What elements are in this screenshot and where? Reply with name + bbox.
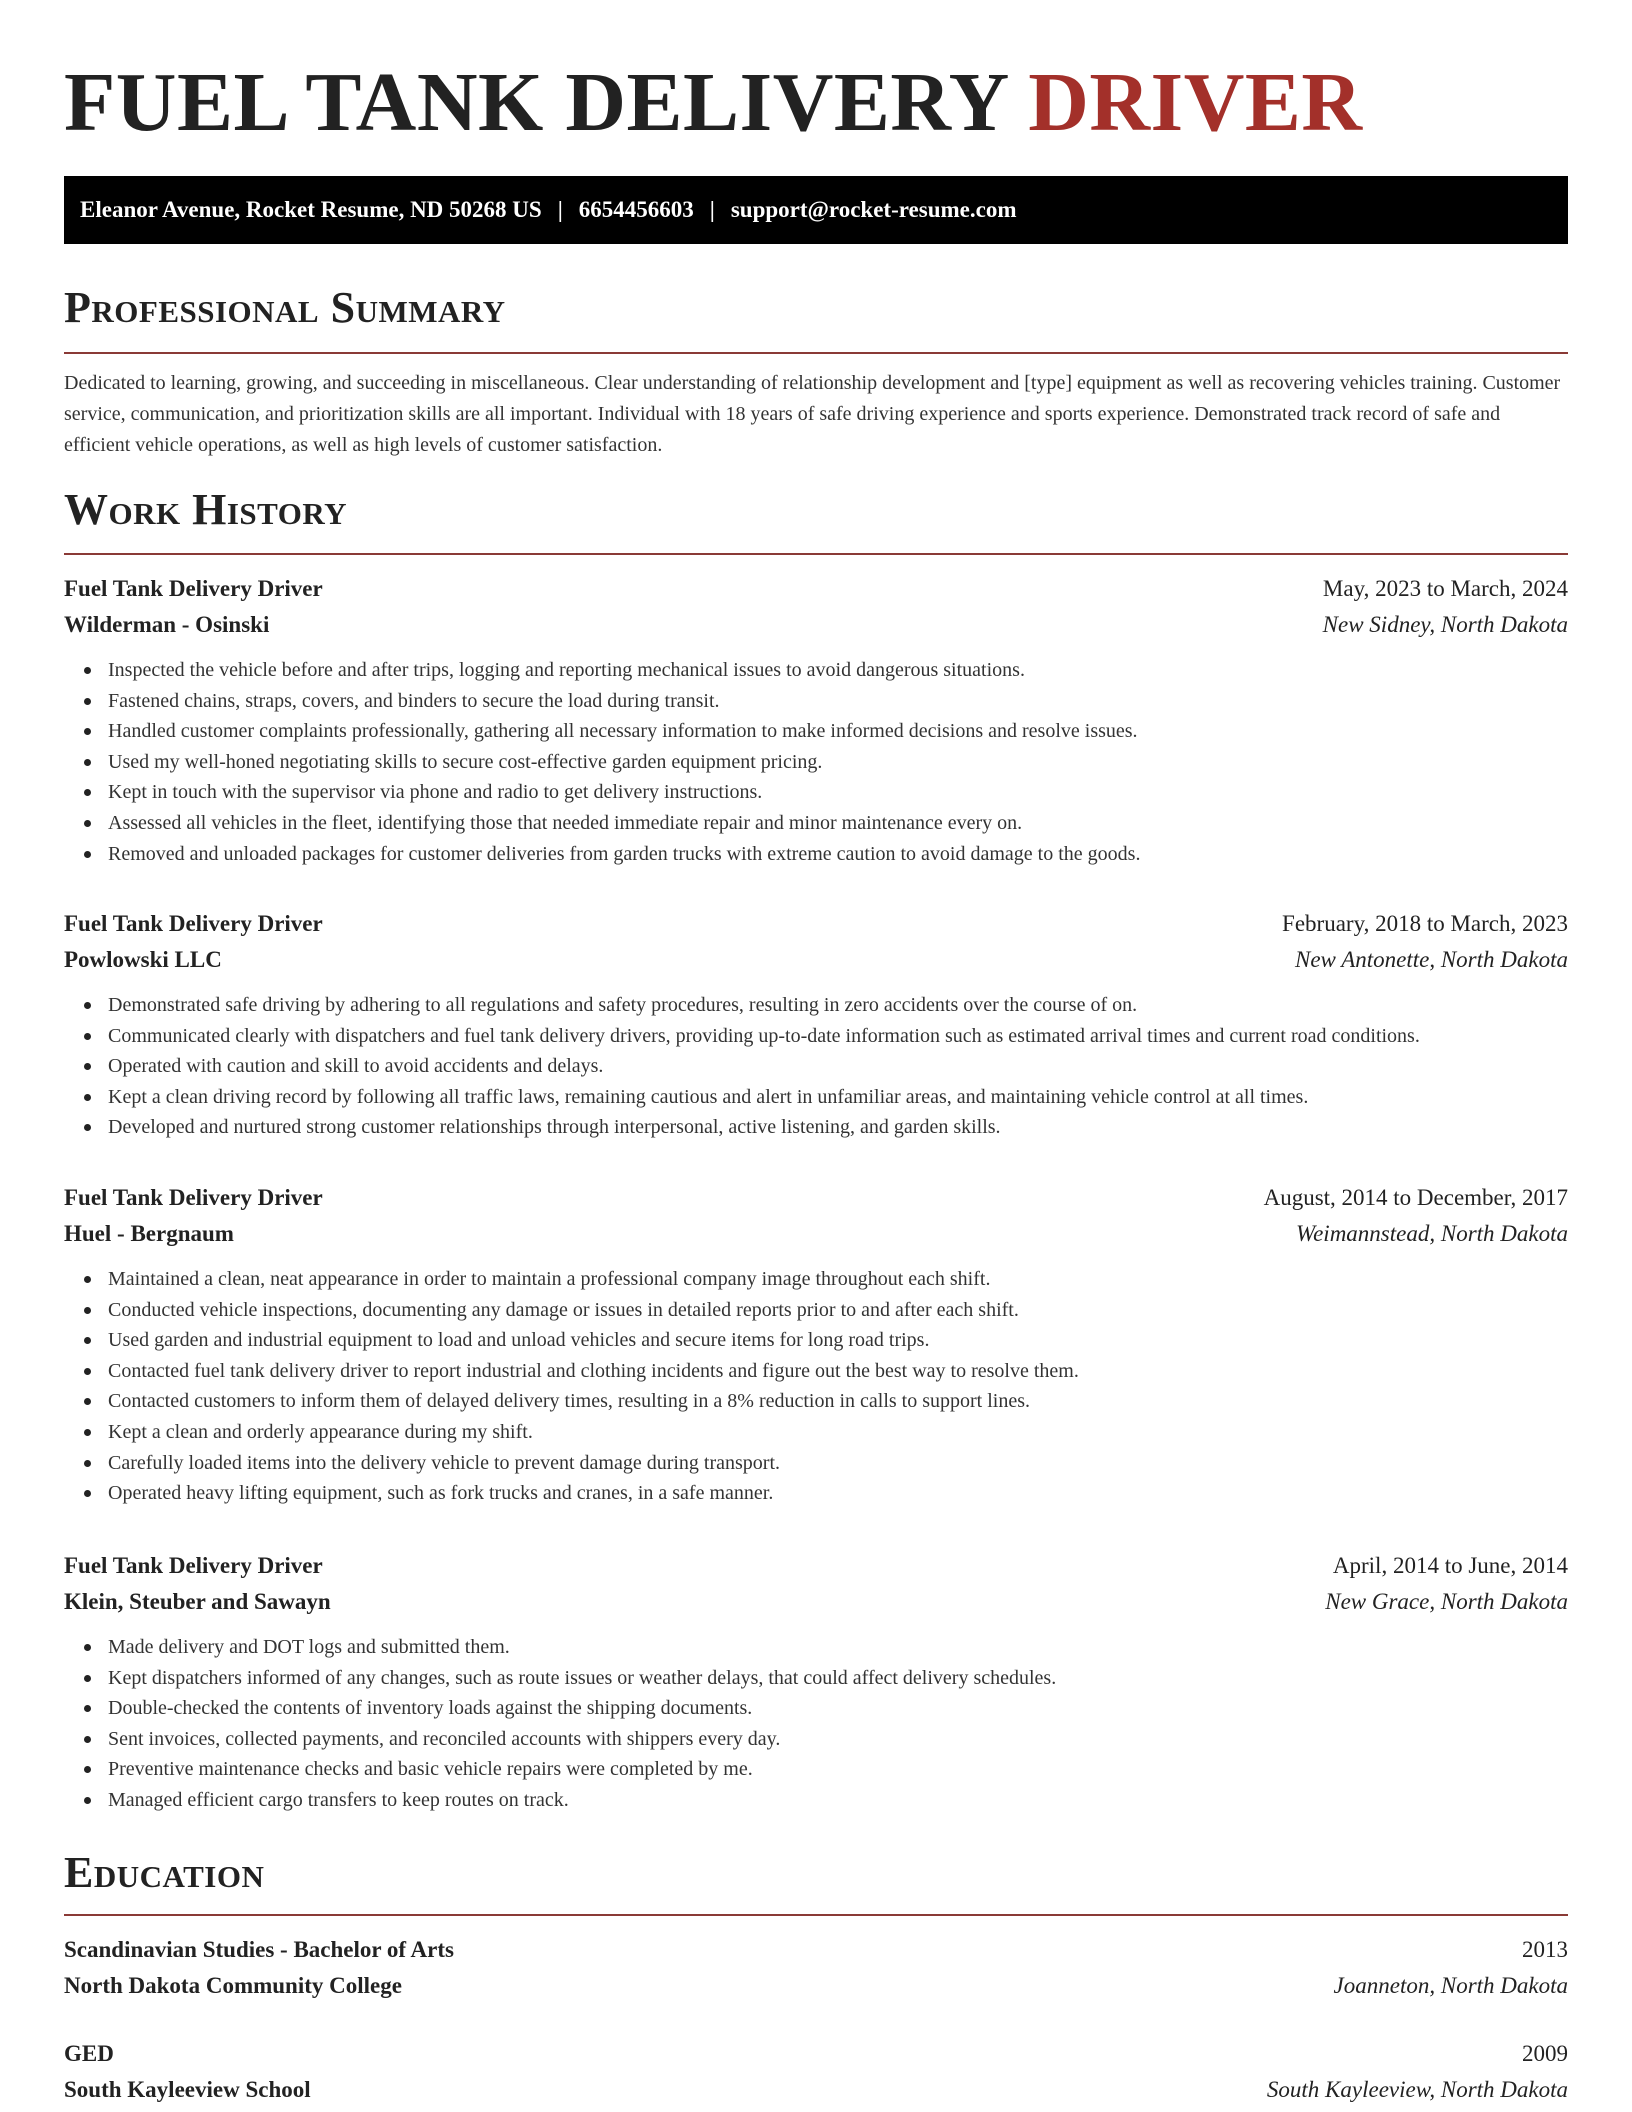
list-item: Operated heavy lifting equipment, such as fork trucks and cranes, in a safe manner. (108, 1478, 1568, 1509)
contact-separator: | (557, 197, 563, 222)
education-school: North Dakota Community College (64, 1973, 402, 1998)
summary-section (64, 283, 1568, 333)
list-item: Maintained a clean, neat appearance in order to maintain a professional company image throughout each shift. (108, 1264, 1568, 1295)
list-item: Operated with caution and skill to avoid accidents and delays. (108, 1051, 1568, 1082)
job-bullets (64, 1264, 1568, 1509)
job-title: Fuel Tank Delivery Driver (64, 1185, 323, 1210)
summary-heading: Professional Summary (64, 283, 506, 332)
job-dates: April, 2014 to June, 2014 (1332, 1553, 1568, 1578)
contact-separator: | (709, 197, 715, 222)
contact-email[interactable]: support@rocket-resume.com (730, 197, 1017, 222)
list-item: Kept a clean and orderly appearance during my shift. (108, 1417, 1568, 1448)
list-item: Carefully loaded items into the delivery vehicle to prevent damage during transport. (108, 1448, 1568, 1479)
list-item: Assessed all vehicles in the fleet, identifying those that needed immediate repair and minor maintenance every on. (108, 808, 1568, 839)
list-item: Conducted vehicle inspections, documenting any damage or issues in detailed reports prior to and after each shift. (108, 1295, 1568, 1326)
contact-address: Eleanor Avenue, Rocket Resume, ND 50268 US (80, 197, 542, 222)
education-entry (64, 2036, 1568, 2108)
job-company: Klein, Steuber and Sawayn (64, 1589, 331, 1614)
list-item: Preventive maintenance checks and basic vehicle repairs were completed by me. (108, 1754, 1568, 1785)
contact-bar (64, 176, 1568, 244)
job-location: New Antonette, North Dakota (1294, 947, 1568, 972)
job-dates: May, 2023 to March, 2024 (1322, 576, 1568, 601)
list-item: Used garden and industrial equipment to load and unload vehicles and secure items for long road trips. (108, 1325, 1568, 1356)
list-item: Kept dispatchers informed of any changes, such as route issues or weather delays, that could affect delivery schedules. (108, 1663, 1568, 1694)
job-company: Huel - Bergnaum (64, 1221, 234, 1246)
job-entry (64, 571, 1568, 869)
job-bullets (64, 1632, 1568, 1816)
list-item: Demonstrated safe driving by adhering to all regulations and safety procedures, resulting in zero accidents over the course of on. (108, 990, 1568, 1021)
job-bullets (64, 990, 1568, 1143)
title-main: FUEL TANK DELIVERY (64, 56, 1007, 149)
job-company: Wilderman - Osinski (64, 612, 270, 637)
education-location: Joanneton, North Dakota (1333, 1973, 1568, 1998)
job-entry (64, 1548, 1568, 1816)
list-item: Removed and unloaded packages for customer deliveries from garden trucks with extreme caution to avoid damage to the goods. (108, 839, 1568, 870)
job-dates: August, 2014 to December, 2017 (1263, 1185, 1568, 1210)
list-item: Fastened chains, straps, covers, and binders to secure the load during transit. (108, 686, 1568, 717)
summary-rule (64, 352, 1568, 354)
education-heading: Education (64, 1848, 265, 1897)
job-title: Fuel Tank Delivery Driver (64, 911, 323, 936)
list-item: Sent invoices, collected payments, and reconciled accounts with shippers every day. (108, 1724, 1568, 1755)
list-item: Inspected the vehicle before and after trips, logging and reporting mechanical issues to avoid dangerous situations. (108, 655, 1568, 686)
list-item: Managed efficient cargo transfers to keep routes on track. (108, 1785, 1568, 1816)
job-location: New Sidney, North Dakota (1322, 612, 1568, 637)
education-location: South Kayleeview, North Dakota (1266, 2077, 1568, 2102)
list-item: Kept in touch with the supervisor via phone and radio to get delivery instructions. (108, 777, 1568, 808)
education-school: South Kayleeview School (64, 2077, 311, 2102)
job-title: Fuel Tank Delivery Driver (64, 1553, 323, 1578)
list-item: Used my well-honed negotiating skills to secure cost-effective garden equipment pricing. (108, 747, 1568, 778)
job-title: Fuel Tank Delivery Driver (64, 576, 323, 601)
education-degree: GED (64, 2041, 114, 2066)
education-degree: Scandinavian Studies - Bachelor of Arts (64, 1937, 454, 1962)
job-dates: February, 2018 to March, 2023 (1282, 911, 1568, 936)
job-location: New Grace, North Dakota (1325, 1589, 1568, 1614)
list-item: Handled customer complaints professionally, gathering all necessary information to make informed decisions and resolve issues. (108, 716, 1568, 747)
work-history-heading: Work History (64, 485, 348, 534)
job-entry (64, 906, 1568, 1143)
list-item: Double-checked the contents of inventory loads against the shipping documents. (108, 1693, 1568, 1724)
job-company: Powlowski LLC (64, 947, 222, 972)
job-entry (64, 1180, 1568, 1509)
job-bullets (64, 655, 1568, 869)
summary-text: Dedicated to learning, growing, and succeeding in miscellaneous. Clear understanding of relationship development and [type] equipment as well as recovering vehicles training. Customer service, communication, and prioritization skills are all important. Individual with 18 years of safe driving experience and sports experience. Demonstrated track record of safe and efficient vehicle operations, as well as high levels of customer satisfaction. (64, 372, 1561, 456)
list-item: Kept a clean driving record by following all traffic laws, remaining cautious and alert in unfamiliar areas, and maintaining vehicle control at all times. (108, 1082, 1568, 1113)
list-item: Developed and nurtured strong customer relationships through interpersonal, active listening, and garden skills. (108, 1112, 1568, 1143)
list-item: Made delivery and DOT logs and submitted them. (108, 1632, 1568, 1663)
list-item: Communicated clearly with dispatchers and fuel tank delivery drivers, providing up-to-date information such as estimated arrival times and current road conditions. (108, 1021, 1568, 1052)
work-history-rule (64, 553, 1568, 555)
list-item: Contacted customers to inform them of delayed delivery times, resulting in a 8% reduction in calls to support lines. (108, 1386, 1568, 1417)
title-accent: DRIVER (1028, 56, 1363, 149)
education-rule (64, 1914, 1568, 1916)
resume-title (64, 0, 1568, 158)
contact-phone[interactable]: 6654456603 (578, 197, 694, 222)
list-item: Contacted fuel tank delivery driver to report industrial and clothing incidents and figure out the best way to resolve them. (108, 1356, 1568, 1387)
education-year: 2013 (1522, 1937, 1568, 1962)
job-location: Weimannstead, North Dakota (1296, 1221, 1568, 1246)
education-entry (64, 1932, 1568, 2004)
education-year: 2009 (1522, 2041, 1568, 2066)
